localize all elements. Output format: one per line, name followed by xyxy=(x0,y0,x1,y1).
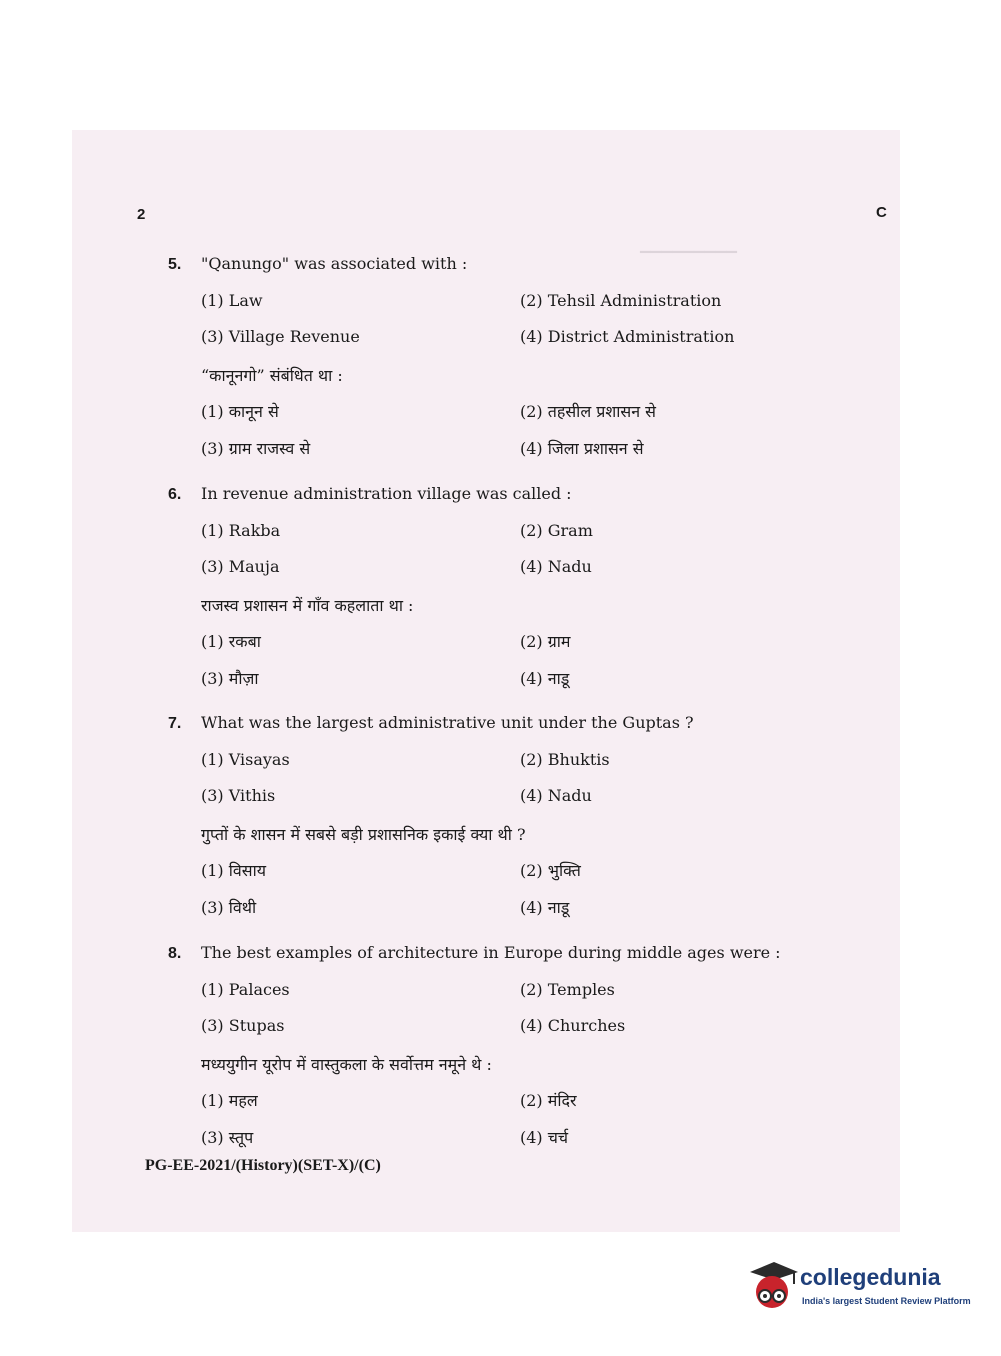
option-3-hi: (3) विथी xyxy=(201,897,257,917)
question-stem-en xyxy=(168,254,467,274)
option-1-hi: (1) महल xyxy=(201,1091,258,1111)
option-1-en: (1) Law xyxy=(201,290,263,310)
page-number: 2 xyxy=(137,206,146,223)
option-1-en: (1) Visayas xyxy=(201,749,290,769)
question-number: 8. xyxy=(168,945,182,962)
logo-tagline: India's largest Student Review Platform xyxy=(802,1296,971,1306)
option-3-en: (3) Stupas xyxy=(201,1016,285,1036)
question-stem-en xyxy=(168,713,694,733)
option-2-en: (2) Gram xyxy=(520,520,593,540)
option-3-hi: (3) ग्राम राजस्व से xyxy=(201,438,311,458)
paper-code-footer: PG-EE-2021/(History)(SET-X)/(C) xyxy=(145,1157,381,1174)
option-4-en: (4) Nadu xyxy=(520,786,592,806)
question-number: 5. xyxy=(168,256,182,273)
question-5 xyxy=(168,254,868,474)
bleed-through-text: ▔▔▔▔▔▔▔▔▔ xyxy=(640,252,737,268)
option-4-en: (4) Nadu xyxy=(520,557,592,577)
question-8 xyxy=(168,943,868,1163)
option-2-hi: (2) भुक्ति xyxy=(520,861,581,881)
option-4-hi: (4) जिला प्रशासन से xyxy=(520,438,644,458)
option-2-en: (2) Tehsil Administration xyxy=(520,290,722,310)
option-4-en: (4) Churches xyxy=(520,1016,626,1036)
option-1-hi: (1) विसाय xyxy=(201,861,267,881)
option-1-hi: (1) रकबा xyxy=(201,632,261,652)
option-2-hi: (2) ग्राम xyxy=(520,632,571,652)
option-3-en: (3) Village Revenue xyxy=(201,327,360,347)
question-6 xyxy=(168,484,868,704)
option-3-hi: (3) स्तूप xyxy=(201,1127,254,1147)
question-text-en: The best examples of architecture in Europe during middle ages were : xyxy=(201,943,781,962)
question-text-hi: राजस्व प्रशासन में गाँव कहलाता था : xyxy=(201,595,414,615)
question-number: 6. xyxy=(168,486,182,503)
question-text-en: What was the largest administrative unit under the Guptas ? xyxy=(201,713,694,732)
mascot-icon xyxy=(744,1258,800,1318)
question-text-hi: मध्ययुगीन यूरोप में वास्तुकला के सर्वोत्तम नमूने थे : xyxy=(201,1054,492,1074)
question-text-en: "Qanungo" was associated with : xyxy=(201,254,468,273)
question-text-hi: गुप्तों के शासन में सबसे बड़ी प्रशासनिक इकाई क्या थी ? xyxy=(201,824,526,844)
option-1-hi: (1) कानून से xyxy=(201,402,279,422)
option-3-en: (3) Mauja xyxy=(201,557,280,577)
option-1-en: (1) Rakba xyxy=(201,520,281,540)
collegedunia-logo[interactable] xyxy=(744,1258,974,1318)
question-stem-en xyxy=(168,484,572,504)
question-text-hi: “कानूनगो” संबंधित था : xyxy=(201,365,343,385)
question-7 xyxy=(168,713,868,933)
option-2-en: (2) Bhuktis xyxy=(520,749,610,769)
option-2-hi: (2) मंदिर xyxy=(520,1091,577,1111)
option-2-hi: (2) तहसील प्रशासन से xyxy=(520,402,656,422)
set-code: C xyxy=(876,204,887,221)
question-text-en: In revenue administration village was called : xyxy=(201,484,572,503)
option-3-hi: (3) मौज़ा xyxy=(201,668,259,688)
option-4-en: (4) District Administration xyxy=(520,327,735,347)
question-stem-en xyxy=(168,943,781,963)
option-4-hi: (4) नाडू xyxy=(520,897,570,917)
option-2-en: (2) Temples xyxy=(520,979,615,999)
logo-wordmark: collegedunia xyxy=(800,1264,941,1290)
question-number: 7. xyxy=(168,715,182,732)
option-1-en: (1) Palaces xyxy=(201,979,290,999)
option-3-en: (3) Vithis xyxy=(201,786,276,806)
option-4-hi: (4) चर्च xyxy=(520,1127,569,1147)
option-4-hi: (4) नाडू xyxy=(520,668,570,688)
